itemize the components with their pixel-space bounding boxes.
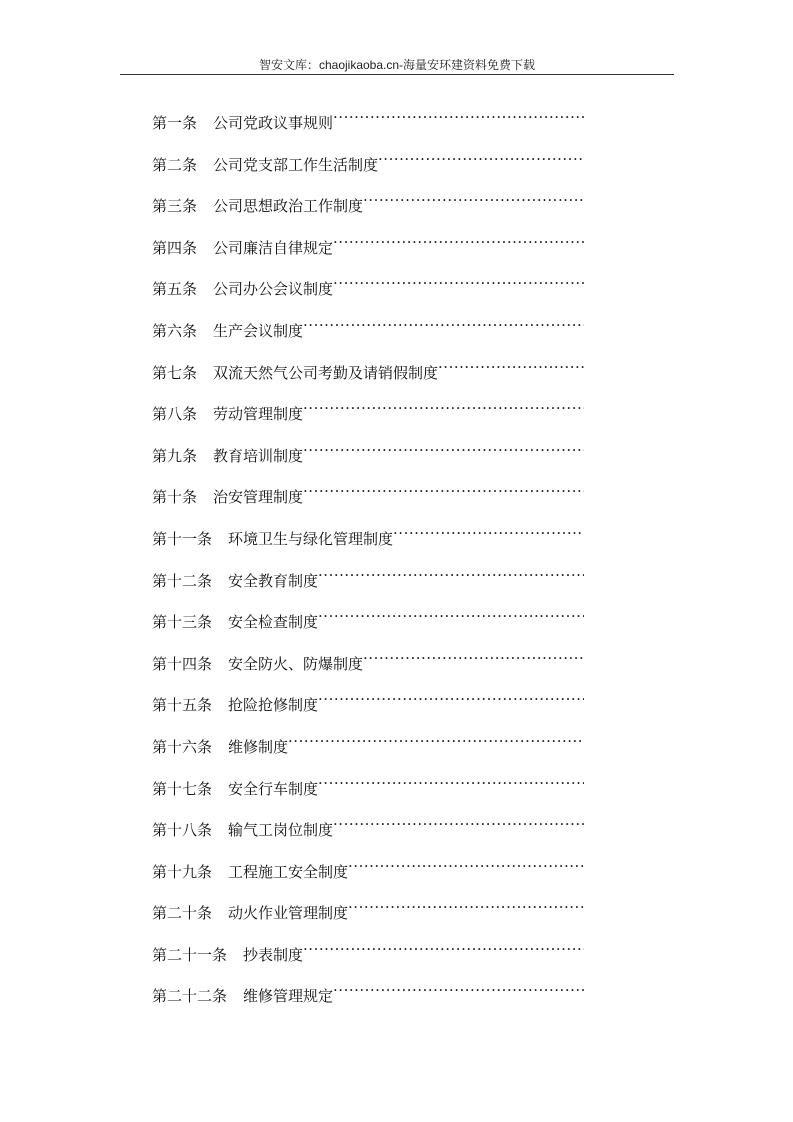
- toc-row: [152, 813, 584, 841]
- toc-row: [152, 189, 584, 217]
- toc-dot-leader: [303, 397, 584, 419]
- toc-item[interactable]: [152, 605, 584, 647]
- toc-dot-leader: [363, 647, 584, 669]
- toc-row: [152, 772, 584, 800]
- toc-item-title: 动火作业管理制度: [228, 904, 349, 923]
- toc-row: [152, 979, 584, 1007]
- toc-item[interactable]: [152, 480, 584, 522]
- toc-item[interactable]: [152, 772, 584, 814]
- toc-item-number: 第一条: [152, 114, 198, 132]
- toc-dot-leader: [348, 896, 584, 918]
- toc-item-title: 治安管理制度: [213, 488, 304, 507]
- toc-dot-leader: [393, 522, 584, 544]
- toc-item-title: 公司思想政治工作制度: [213, 197, 364, 216]
- toc-row: [152, 231, 584, 259]
- toc-dot-leader: [318, 564, 584, 586]
- toc-item[interactable]: [152, 647, 584, 689]
- toc-dot-leader: [348, 855, 584, 877]
- toc-row: [152, 480, 584, 508]
- toc-item-title: 安全教育制度: [228, 571, 319, 590]
- toc-item-number: 第八条: [152, 405, 198, 424]
- header-text: 智安文库：chaojikaoba.cn-海量安环建资料免费下载: [258, 58, 536, 72]
- toc-dot-leader: [303, 480, 584, 502]
- toc-item-title: 维修制度: [228, 737, 289, 756]
- toc-item[interactable]: [152, 979, 584, 1021]
- toc-dot-leader: [438, 356, 584, 378]
- toc-item-number: 第九条: [152, 446, 198, 465]
- toc-item-number: 第十九条: [152, 862, 213, 881]
- toc-item[interactable]: [152, 356, 584, 398]
- toc-item-title: 公司党政议事规则: [213, 114, 334, 132]
- toc-dot-leader: [288, 730, 584, 752]
- toc-item-number: 第七条: [152, 363, 198, 382]
- toc-item[interactable]: [152, 688, 584, 730]
- toc-item-number: 第十五条: [152, 696, 213, 715]
- toc-item[interactable]: [152, 730, 584, 772]
- toc-item[interactable]: [152, 106, 584, 148]
- toc-item[interactable]: [152, 564, 584, 606]
- toc-item[interactable]: [152, 397, 584, 439]
- toc-item-number: 第十条: [152, 488, 198, 507]
- toc-item-title: 安全检查制度: [228, 613, 319, 632]
- toc-item-number: 第十八条: [152, 821, 213, 840]
- toc-dot-leader: [378, 148, 584, 170]
- toc-item-number: 第十六条: [152, 737, 213, 756]
- toc-row: [152, 397, 584, 425]
- toc-item[interactable]: [152, 231, 584, 273]
- toc-row: [152, 730, 584, 758]
- toc-item-number: 第十一条: [152, 529, 213, 548]
- toc-item-number: 第三条: [152, 197, 198, 216]
- toc-row: [152, 522, 584, 550]
- toc-dot-leader: [318, 772, 584, 794]
- toc-item-title: 公司党支部工作生活制度: [213, 155, 379, 174]
- toc-row: [152, 106, 584, 134]
- toc-dot-leader: [333, 106, 584, 128]
- toc-item-title: 安全防火、防爆制度: [228, 654, 364, 673]
- toc-item-title: 安全行车制度: [228, 779, 319, 798]
- toc-item-number: 第十三条: [152, 613, 213, 632]
- toc-item[interactable]: [152, 439, 584, 481]
- toc-dot-leader: [318, 688, 584, 710]
- toc-row: [152, 148, 584, 176]
- toc-item-title: 教育培训制度: [213, 446, 304, 465]
- toc-item-title: 公司廉洁自律规定: [213, 238, 334, 257]
- toc-item[interactable]: [152, 813, 584, 855]
- toc-row: [152, 605, 584, 633]
- toc-row: [152, 896, 584, 924]
- toc-item-title: 维修管理规定: [243, 987, 334, 1006]
- toc-item-title: 双流天然气公司考勤及请销假制度: [213, 363, 439, 382]
- toc-item-number: 第十二条: [152, 571, 213, 590]
- toc-item[interactable]: [152, 272, 584, 314]
- toc-item-number: 第五条: [152, 280, 198, 299]
- toc-item-title: 工程施工安全制度: [228, 862, 349, 881]
- toc-item-number: 第十四条: [152, 654, 213, 673]
- toc-dot-leader: [303, 439, 584, 461]
- toc-item-title: 生产会议制度: [213, 321, 304, 340]
- toc-item-number: 第六条: [152, 321, 198, 340]
- toc-dot-leader: [363, 189, 584, 211]
- toc-dot-leader: [318, 605, 584, 627]
- toc-item[interactable]: [152, 314, 584, 356]
- toc-dot-leader: [333, 979, 584, 1001]
- toc-item[interactable]: [152, 522, 584, 564]
- toc-item-number: 第十七条: [152, 779, 213, 798]
- toc-item-title: 输气工岗位制度: [228, 821, 334, 840]
- toc-item-title: 抄表制度: [243, 945, 304, 964]
- toc-row: [152, 564, 584, 592]
- toc-row: [152, 356, 584, 384]
- toc-item-number: 第二条: [152, 155, 198, 174]
- toc-dot-leader: [303, 314, 584, 336]
- toc-dot-leader: [303, 938, 584, 960]
- toc-item[interactable]: [152, 148, 584, 190]
- toc-row: [152, 314, 584, 342]
- toc-item[interactable]: [152, 189, 584, 231]
- toc-row: [152, 272, 584, 300]
- toc-item-title: 公司办公会议制度: [213, 280, 334, 299]
- toc-item-number: 第二十条: [152, 904, 213, 923]
- toc-item-title: 环境卫生与绿化管理制度: [228, 529, 394, 548]
- toc-item-number: 第二十二条: [152, 987, 228, 1006]
- table-of-contents: [152, 106, 584, 1021]
- toc-row: [152, 855, 584, 883]
- toc-row: [152, 439, 584, 467]
- toc-item-number: 第二十一条: [152, 945, 228, 964]
- toc-item-title: 抢险抢修制度: [228, 696, 319, 715]
- toc-item[interactable]: [152, 855, 584, 897]
- toc-item[interactable]: [152, 938, 584, 980]
- toc-item-title: 劳动管理制度: [213, 405, 304, 424]
- toc-item[interactable]: [152, 896, 584, 938]
- page-header: [120, 54, 674, 75]
- toc-row: [152, 647, 584, 675]
- toc-dot-leader: [333, 813, 584, 835]
- toc-item-number: 第四条: [152, 238, 198, 257]
- toc-dot-leader: [333, 231, 584, 253]
- toc-row: [152, 688, 584, 716]
- toc-dot-leader: [333, 272, 584, 294]
- toc-row: [152, 938, 584, 966]
